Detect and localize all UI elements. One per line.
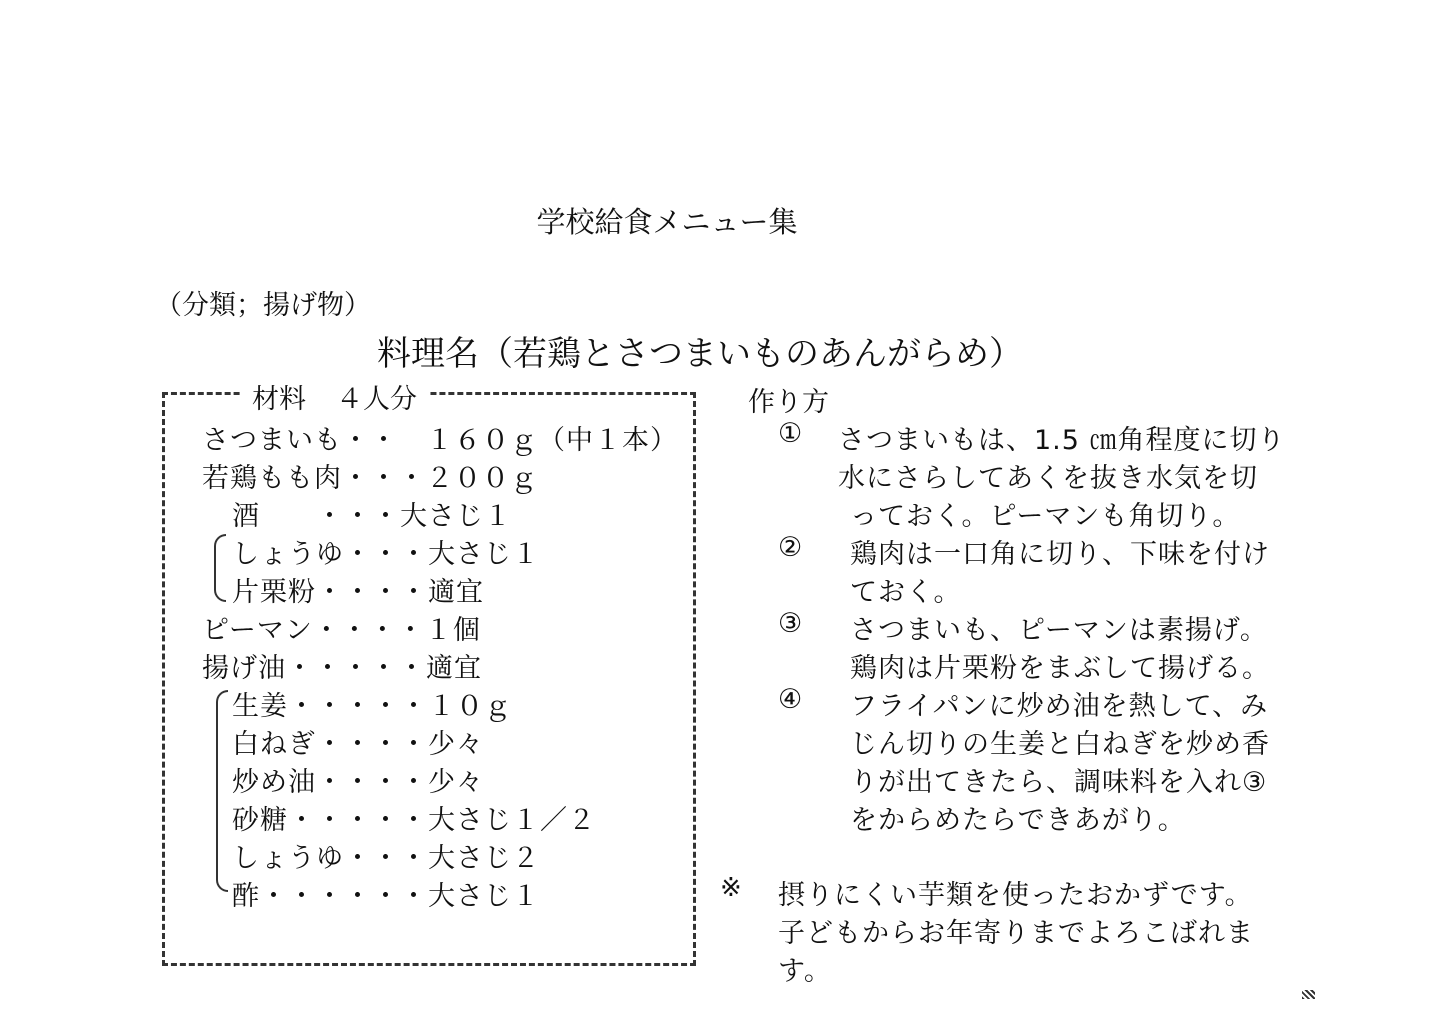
sauce-group-brace: [216, 690, 228, 892]
ingredient-item: 片栗粉・・・・適宜: [232, 577, 484, 608]
note-text: 子どもからお年寄りまでよろこばれま: [778, 918, 1254, 949]
ingredient-item: 若鶏もも肉・・・２００ｇ: [202, 463, 538, 494]
ingredient-item: 生姜・・・・・１０ｇ: [232, 691, 512, 722]
dish-name: 料理名（若鶏とさつまいものあんがらめ）: [377, 334, 1023, 374]
step-text: じん切りの生姜と白ねぎを炒め香: [850, 729, 1270, 760]
note-text: す。: [778, 956, 832, 987]
step-number: ③: [778, 608, 803, 639]
step-number: ①: [778, 418, 803, 449]
document-title: 学校給食メニュー集: [536, 205, 798, 239]
servings-label: ４人分: [336, 384, 417, 415]
step-text: 鶏肉は片栗粉をまぶして揚げる。: [850, 653, 1270, 684]
note-mark: ※: [720, 873, 742, 903]
scan-corner-mark: [1302, 990, 1315, 999]
method-heading: 作り方: [748, 387, 829, 418]
note-text: 摂りにくい芋類を使ったおかずです。: [778, 880, 1253, 911]
step-number: ②: [778, 532, 803, 563]
ingredient-group-brace: [214, 534, 226, 602]
ingredient-item: 白ねぎ・・・・少々: [232, 729, 484, 760]
ingredient-item: 炒め油・・・・少々: [232, 767, 484, 798]
ingredient-item: ピーマン・・・・１個: [202, 615, 481, 646]
ingredient-item: しょうゆ・・・大さじ２: [232, 843, 540, 874]
step-text: りが出てきたら、調味料を入れ③: [850, 767, 1268, 798]
ingredient-item: 砂糖・・・・・大さじ１／２: [232, 805, 596, 836]
step-text: 鶏肉は一口角に切り、下味を付け: [850, 539, 1270, 570]
ingredient-item: 揚げ油・・・・・適宜: [202, 653, 482, 684]
step-text: さつまいもは、1.5 ㎝角程度に切り: [838, 425, 1286, 456]
ingredient-item: 酒 ・・・大さじ１: [232, 501, 512, 532]
step-text: をからめたらできあがり。: [850, 805, 1186, 836]
step-text: っておく。ピーマンも角切り。: [850, 501, 1241, 532]
step-text: 水にさらしてあくを抜き水気を切: [838, 463, 1258, 494]
category-label: （分類；揚げ物）: [155, 290, 371, 321]
ingredients-label: 材料: [252, 384, 306, 415]
step-text: フライパンに炒め油を熱して、み: [850, 691, 1269, 722]
step-number: ④: [778, 684, 803, 715]
step-text: ておく。: [850, 577, 962, 608]
ingredient-item: さつまいも・・ １６０ｇ（中１本）: [202, 425, 678, 456]
step-text: さつまいも、ピーマンは素揚げ。: [850, 615, 1268, 646]
ingredients-heading: [240, 377, 429, 416]
ingredient-item: しょうゆ・・・大さじ１: [232, 539, 540, 570]
ingredient-item: 酢・・・・・・大さじ１: [232, 881, 540, 912]
